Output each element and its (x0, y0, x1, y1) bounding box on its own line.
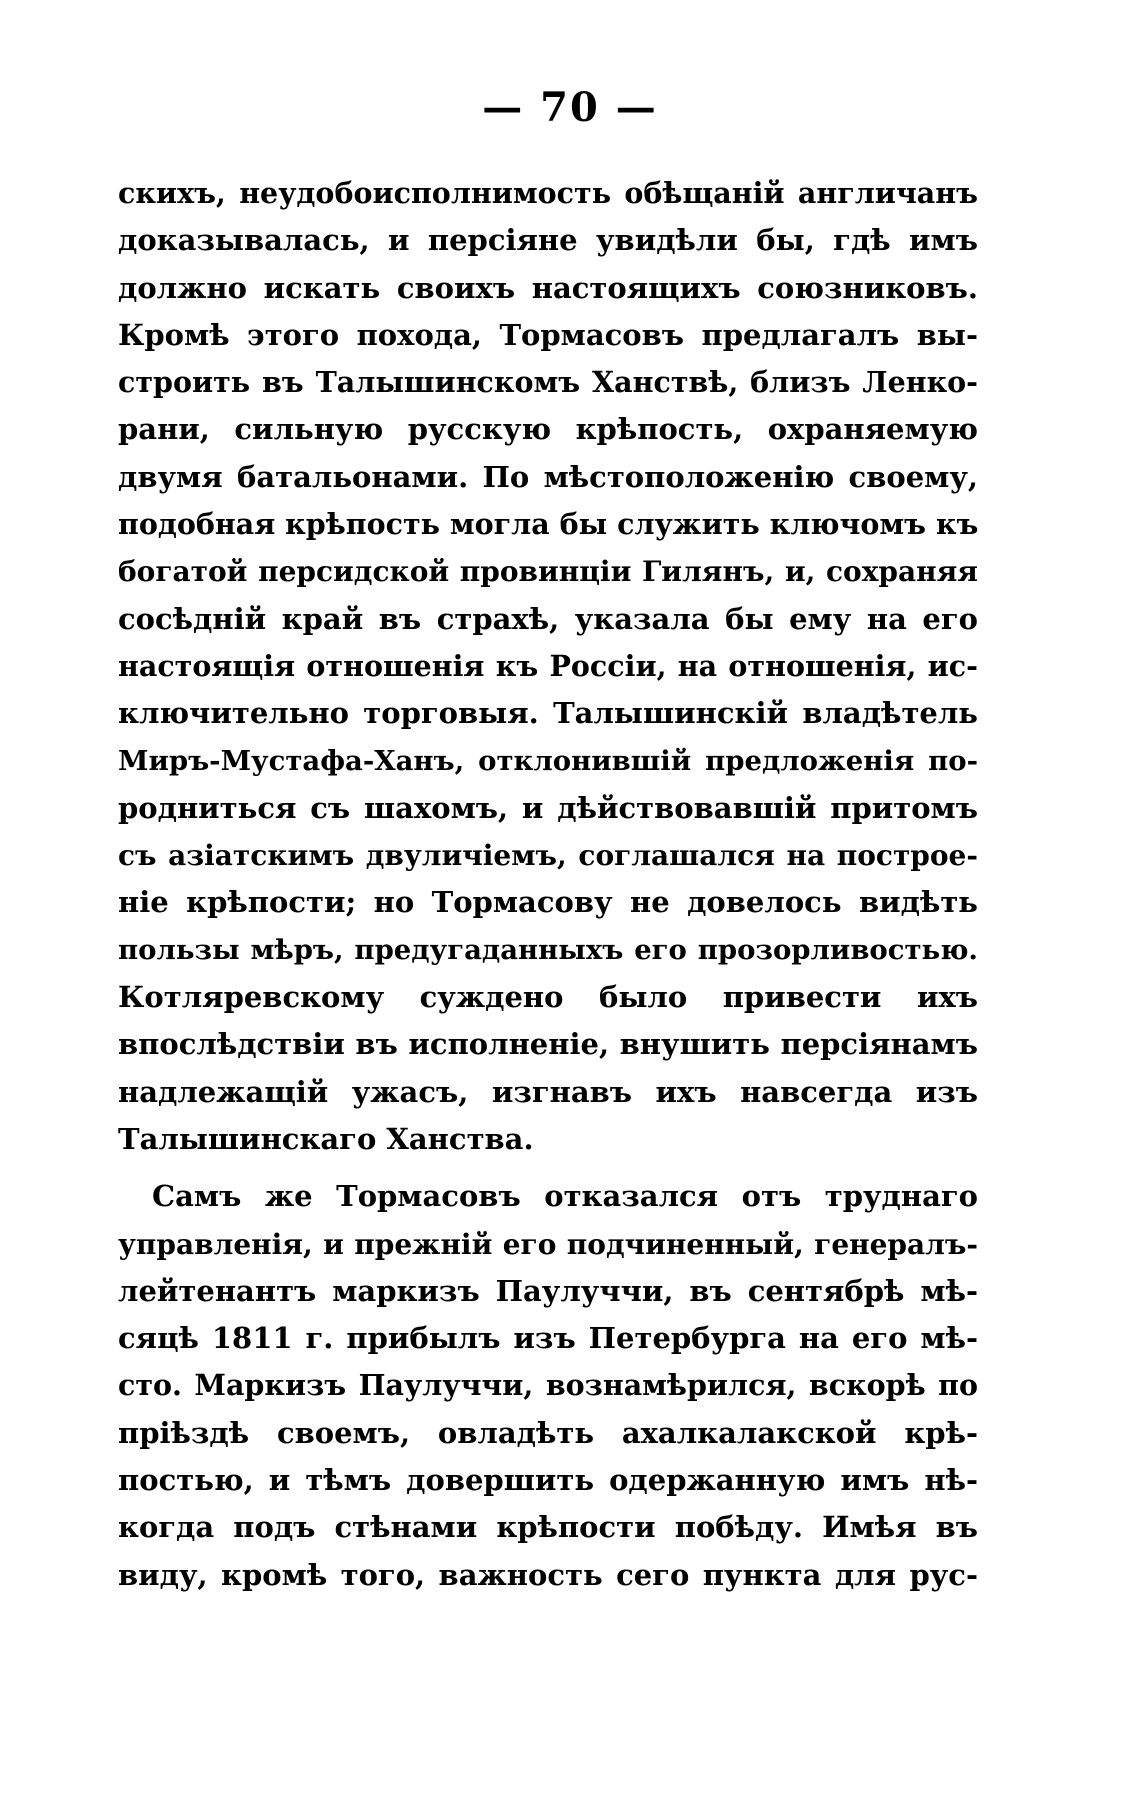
text-line: богатой персидской провинціи Гилянъ, и, сохраняя (118, 555, 978, 589)
text-line: строить въ Талышинскомъ Ханствѣ, близъ Ленко- (118, 365, 978, 400)
text-line: впослѣдствіи въ исполненіе, внушить персіянамъ (118, 1027, 978, 1062)
text-line: доказывалась, и персіяне увидѣли бы, гдѣ имъ (118, 223, 978, 258)
text-line: виду, кромѣ того, важность сего пункта для рус- (118, 1557, 978, 1592)
text-line: пользы мѣръ, предугаданныхъ его прозорливостью. (118, 933, 978, 966)
body-text (118, 170, 978, 1599)
text-line: ніе крѣпости; но Тормасову не довелось видѣть (118, 885, 978, 920)
text-line: Талышинскаго Ханства. (118, 1121, 534, 1156)
text-line: Котляревскому суждено было привести ихъ (118, 980, 978, 1015)
text-line: рани, сильную русскую крѣпость, охраняемую (118, 412, 978, 447)
text-line: пріѣздѣ своемъ, овладѣть ахалкалакской крѣ- (118, 1415, 978, 1450)
text-line: лейтенантъ маркизъ Паулуччи, въ сентябрѣ мѣ- (118, 1273, 978, 1308)
text-line: Миръ-Мустафа-Ханъ, отклонившій предложенія по- (118, 744, 978, 777)
text-line: родниться съ шахомъ, и дѣйствовавшій притомъ (118, 790, 978, 825)
text-line: сосѣдній край въ страхѣ, указала бы ему на его (118, 601, 978, 636)
text-line: настоящія отношенія къ Россіи, на отношенія, ис- (118, 648, 978, 683)
text-line: должно искать своихъ настоящихъ союзниковъ. (118, 270, 978, 305)
text-line: управленія, и прежній его подчиненный, генералъ- (118, 1227, 978, 1261)
paragraph (118, 1173, 978, 1599)
text-line: скихъ, неудобоисполнимость обѣщаній англичанъ (118, 176, 978, 210)
paragraph-gap (118, 1163, 978, 1173)
paragraph (118, 170, 978, 1163)
text-line: подобная крѣпость могла бы служить ключомъ къ (118, 507, 978, 542)
text-line: двумя батальонами. По мѣстоположенію своему, (118, 459, 978, 494)
text-line: сяцѣ 1811 г. прибылъ изъ Петербурга на его мѣ- (118, 1321, 978, 1356)
text-line: когда подъ стѣнами крѣпости побѣду. Имѣя въ (118, 1510, 978, 1545)
text-line: ключительно торговыя. Талышинскій владѣтель (118, 696, 978, 731)
text-line: съ азіатскимъ двуличіемъ, соглашался на построе- (118, 839, 978, 873)
text-line: Самъ же Тормасовъ отказался отъ труднаго (152, 1179, 978, 1214)
text-line: постью, и тѣмъ довершить одержанную имъ нѣ- (118, 1463, 978, 1498)
text-line: Кромѣ этого похода, Тормасовъ предлагалъ вы- (118, 317, 978, 352)
page-number: — 70 — (482, 84, 658, 131)
text-line: надлежащій ужасъ, изгнавъ ихъ навсегда изъ (118, 1074, 978, 1109)
text-line: сто. Маркизъ Паулуччи, вознамѣрился, вскорѣ по (118, 1368, 978, 1403)
